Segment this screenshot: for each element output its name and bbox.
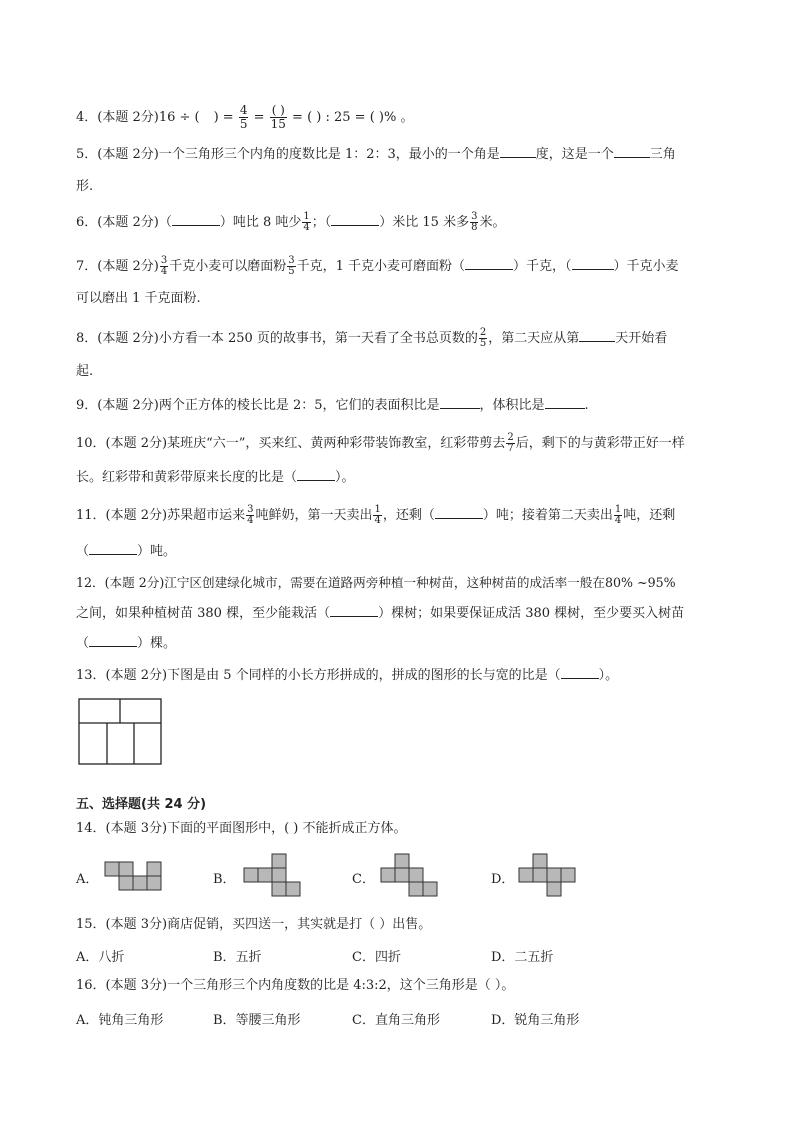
answer-blank[interactable] <box>331 213 379 226</box>
question-12-cont: 之间，如果种植树苗 380 棵，至少能栽活（ ）棵树；如果要保证成活 380 棵树，至少要买入树苗 <box>76 606 685 621</box>
answer-blank[interactable] <box>440 396 480 409</box>
answer-blank[interactable] <box>579 329 615 342</box>
question-11: 11．(本题 2分)苏果超市运来 $\frac{3}{4}$ 吨鲜奶，第一天卖出 $\frac{1}{4}$ ，还剩（ ）吨；接着第二天卖出 $\frac{1}{4}$ 吨，还剩 <box>76 504 676 526</box>
fraction: $\frac{1}{4}$ <box>303 211 310 233</box>
question-7-cont: 可以磨出 1 千克面粉. <box>76 291 201 306</box>
option-c[interactable]: C．四折 <box>352 950 401 965</box>
option-c-label[interactable]: C． <box>352 872 375 887</box>
option-b[interactable]: B．等腰三角形 <box>213 1013 301 1028</box>
answer-blank[interactable] <box>172 213 220 226</box>
answer-blank[interactable] <box>330 604 378 617</box>
question-13: 13．(本题 2分)下图是由 5 个同样的小长方形拼成的，拼成的图形的长与宽的比是（ ）。 <box>76 668 619 683</box>
answer-blank[interactable] <box>435 506 483 519</box>
question-14: 14．(本题 3分)下面的平面图形中，( ) 不能折成正方体。 <box>76 821 407 836</box>
fraction: $\frac{1}{4}$ <box>374 504 381 526</box>
option-d[interactable]: D．锐角三角形 <box>491 1013 580 1028</box>
question-12-cont2: （ ）棵。 <box>76 636 177 651</box>
fraction: $\frac{1}{4}$ <box>614 504 622 526</box>
option-b-label[interactable]: B． <box>213 872 236 887</box>
question-9: 9．(本题 2分)两个正方体的棱长比是 2：5，它们的表面积比是 ，体积比是 . <box>76 398 589 413</box>
fraction: $\frac{3}{4}$ <box>160 255 168 277</box>
answer-blank[interactable] <box>614 145 650 158</box>
fraction: $\frac{3}{5}$ <box>288 255 295 277</box>
fraction: $\frac{3}{8}$ <box>471 211 478 233</box>
question-16: 16．(本题 3分)一个三角形三个内角度数的比是 4:3:2，这个三角形是（ ）。 <box>76 978 515 993</box>
option-b[interactable]: B．五折 <box>213 950 262 965</box>
answer-blank[interactable] <box>500 145 536 158</box>
answer-blank[interactable] <box>465 257 513 270</box>
net-c-figure[interactable] <box>380 853 440 901</box>
answer-blank[interactable] <box>572 257 614 270</box>
net-a-figure[interactable] <box>104 861 164 893</box>
fraction: $\frac{3}{4}$ <box>247 504 254 526</box>
question-5-cont: 形. <box>76 179 94 194</box>
answer-blank[interactable] <box>89 634 137 647</box>
question-4: 4．(本题 2分)16 ÷ ( ) = $\frac{4}{5}$ = $\frac{( )}{15}$ = ( ) : 25 = ( )% 。 <box>76 103 414 131</box>
option-a[interactable]: A．钝角三角形 <box>76 1013 164 1028</box>
section-heading: 五、选择题(共 24 分) <box>76 797 207 812</box>
rectangle-figure <box>78 698 164 766</box>
net-b-figure[interactable] <box>243 853 303 901</box>
answer-blank[interactable] <box>89 542 137 555</box>
fraction: $\frac{2}{5}$ <box>479 327 487 349</box>
fraction: $\frac{( )}{15}$ <box>270 103 286 131</box>
question-6: 6．(本题 2分)（ ）吨比 8 吨少 $\frac{1}{4}$ ；（ ）米比 15 米多 $\frac{3}{8}$ 米。 <box>76 211 506 233</box>
question-10: 10．(本题 2分)某班庆“六一”，买来红、黄两种彩带装饰教室，红彩带剪去 $\frac{2}{7}$ 后，剩下的与黄彩带正好一样 <box>76 432 685 454</box>
question-7: 7．(本题 2分) $\frac{3}{4}$ 千克小麦可以磨面粉 $\frac{3}{5}$ 千克，1 千克小麦可磨面粉（ ）千克，（ ）千克小麦 <box>76 255 679 277</box>
option-d-label[interactable]: D． <box>491 872 515 887</box>
question-8-cont: 起. <box>76 364 94 379</box>
answer-blank[interactable] <box>545 396 585 409</box>
question-11-cont: （ ）吨。 <box>76 544 177 559</box>
option-d[interactable]: D．二五折 <box>491 950 554 965</box>
option-a[interactable]: A．八折 <box>76 950 125 965</box>
option-a-label[interactable]: A． <box>76 872 99 887</box>
net-d-figure[interactable] <box>518 853 580 901</box>
fraction: $\frac{4}{5}$ <box>239 103 248 131</box>
question-12: 12．(本题 2分)江宁区创建绿化城市，需要在道路两旁种植一种树苗，这种树苗的成活率一般在80% ~95% <box>76 575 676 590</box>
question-15: 15．(本题 3分)商店促销，买四送一，其实就是打（ ）出售。 <box>76 917 432 932</box>
question-8: 8．(本题 2分)小方看一本 250 页的故事书，第一天看了全书总页数的 $\frac{2}{5}$ ，第二天应从第 天开始看 <box>76 327 668 349</box>
option-c[interactable]: C．直角三角形 <box>352 1013 440 1028</box>
question-10-cont: 长。红彩带和黄彩带原来长度的比是（ ）。 <box>76 470 355 485</box>
fraction: $\frac{2}{7}$ <box>507 432 514 454</box>
answer-blank[interactable] <box>297 468 335 481</box>
answer-blank[interactable] <box>561 666 599 679</box>
question-5: 5．(本题 2分)一个三角形三个内角的度数比是 1：2：3，最小的一个角是 度，这是一个 三角 <box>76 147 676 162</box>
